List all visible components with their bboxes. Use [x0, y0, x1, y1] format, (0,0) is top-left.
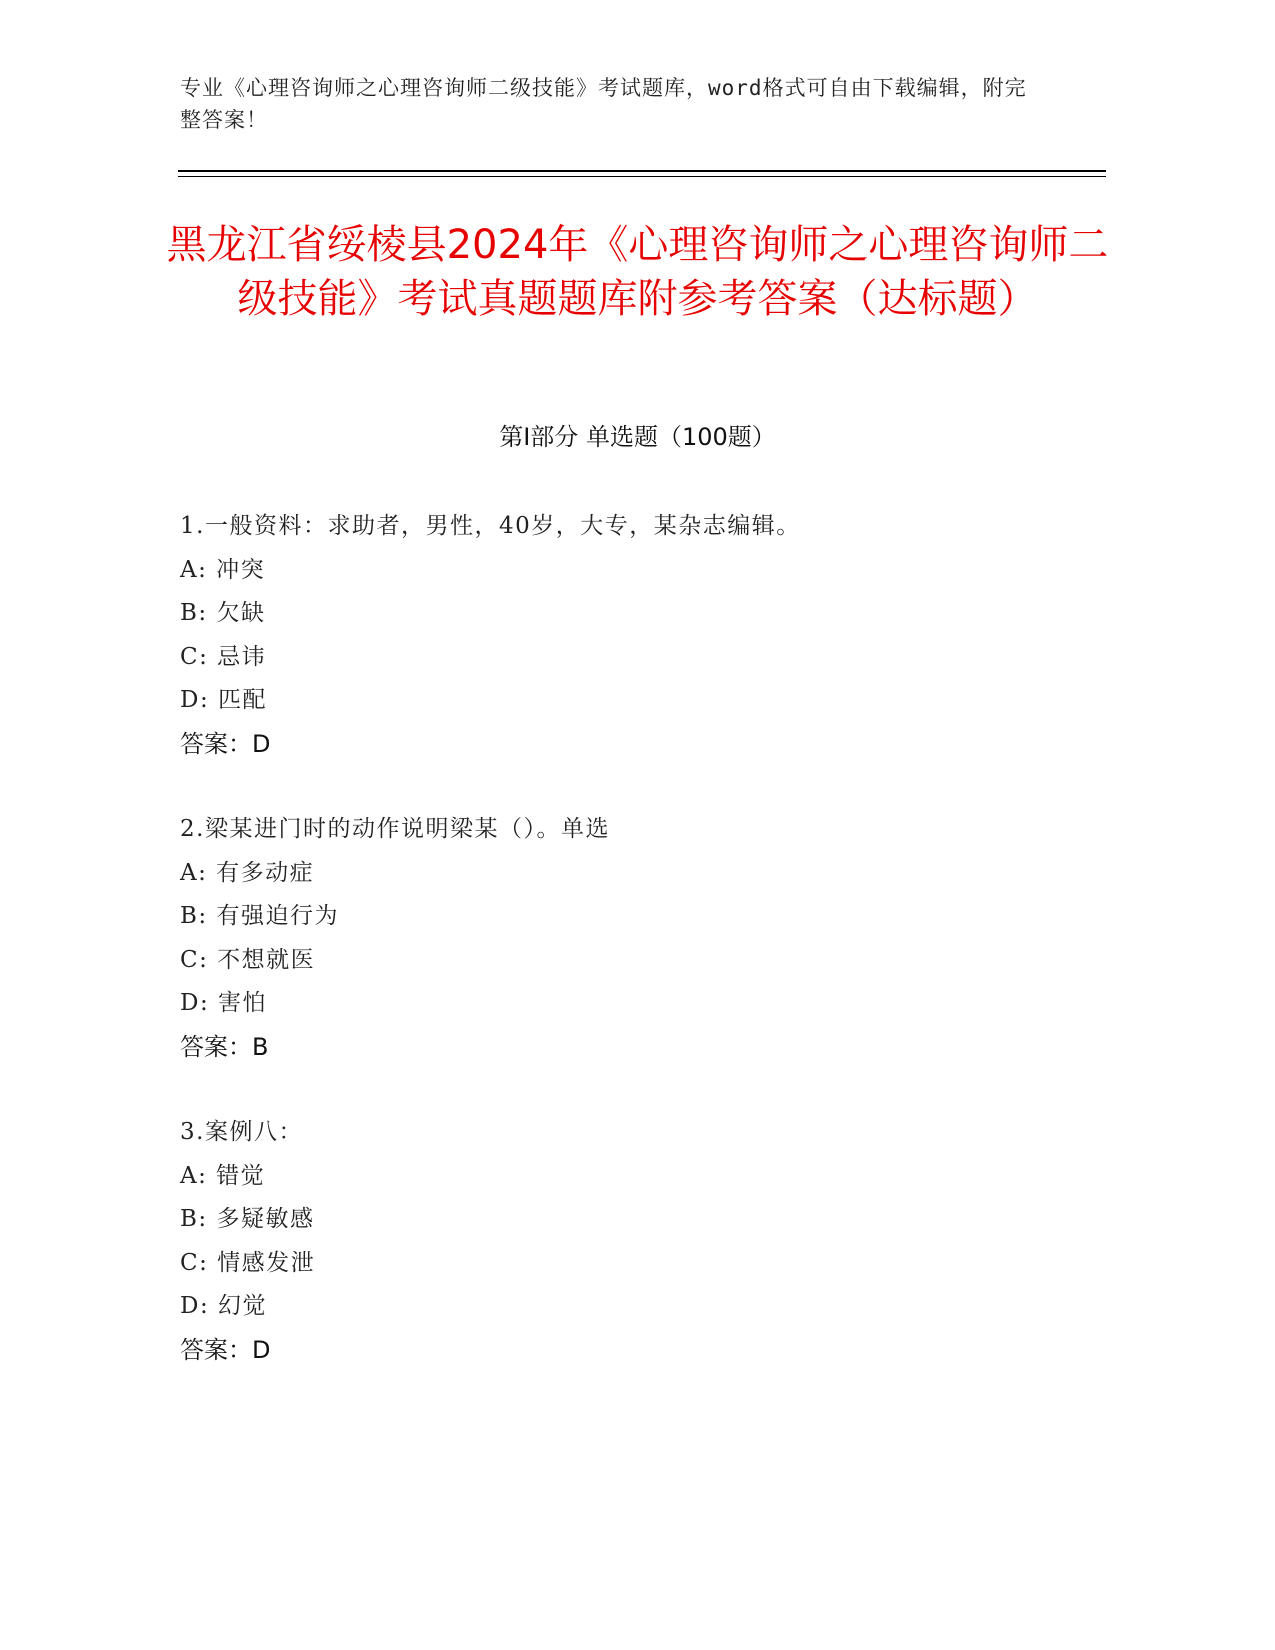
question-2	[180, 808, 1080, 1069]
header-divider-thin	[178, 176, 1106, 177]
option-a: A: 有多动症	[180, 859, 315, 886]
answer: 答案：D	[180, 1335, 271, 1364]
header-divider-thick	[178, 170, 1106, 172]
answer: 答案：D	[180, 729, 271, 758]
option-a: A: 错觉	[180, 1162, 266, 1189]
option-d: D: 幻觉	[180, 1293, 268, 1319]
option-c: C: 不想就医	[180, 946, 316, 973]
option-b: B: 多疑敏感	[180, 1206, 315, 1232]
option-a: A: 冲突	[180, 556, 266, 583]
option-d: D: 害怕	[180, 990, 268, 1016]
document-title: 黑龙江省绥棱县2024年《心理咨询师之心理咨询师二级技能》考试真题题库附参考答案（达标题）	[166, 222, 1109, 322]
option-c: C: 情感发泄	[180, 1249, 316, 1276]
header-note: 专业《心理咨询师之心理咨询师二级技能》考试题库，word格式可自由下载编辑，附完整答案！	[180, 76, 1027, 132]
answer: 答案：B	[180, 1032, 269, 1061]
question-stem: 1.一般资料：求助者，男性，40岁，大专，某杂志编辑。	[180, 513, 801, 539]
question-list	[180, 505, 1080, 1414]
question-3	[180, 1111, 1080, 1372]
option-d: D: 匹配	[180, 687, 268, 713]
option-b: B: 欠缺	[180, 600, 266, 626]
option-c: C: 忌讳	[180, 643, 267, 670]
question-1	[180, 505, 1080, 766]
question-stem: 2.梁某进门时的动作说明梁某（）。单选	[180, 816, 610, 842]
section-title: 第Ⅰ部分 单选题（100题）	[499, 423, 776, 451]
question-stem: 3.案例八：	[180, 1119, 303, 1145]
option-b: B: 有强迫行为	[180, 903, 339, 929]
